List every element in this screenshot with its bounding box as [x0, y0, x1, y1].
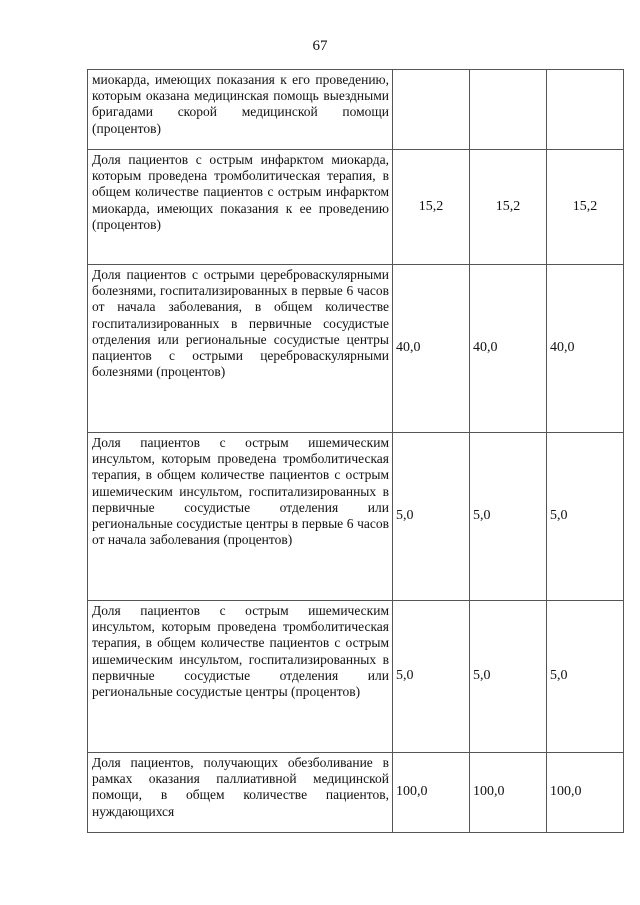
indicator-description: миокарда, имеющих показания к его проведению, которым оказана медицинская помощь выездными бригадами скорой медицинской помощи (процентов)	[88, 70, 393, 150]
table-row	[88, 601, 624, 753]
indicator-description: Доля пациентов, получающих обезболивание в рамках оказания паллиативной медицинской помощи, в общем количестве пациентов, нуждающихся	[88, 753, 393, 833]
table-row	[88, 433, 624, 601]
table-row	[88, 70, 624, 150]
indicator-value-year-3: 5,0	[547, 433, 624, 601]
indicator-value-year-2: 5,0	[470, 601, 547, 753]
indicators-table	[87, 69, 624, 833]
page-number: 67	[312, 38, 328, 54]
indicator-value-year-1: 40,0	[393, 265, 470, 433]
indicator-description: Доля пациентов с острым ишемическим инсультом, которым проведена тромболитическая терапия, в общем количестве пациентов с острым ишемическим инсультом, госпитализированных в первичные сосудистые отделения или региональные сосудистые центры (процентов)	[88, 601, 393, 753]
indicator-value-year-2: 15,2	[470, 150, 547, 265]
indicator-value-year-3: 100,0	[547, 753, 624, 833]
indicator-value-year-1: 5,0	[393, 601, 470, 753]
table-row	[88, 753, 624, 833]
indicator-value-year-2: 40,0	[470, 265, 547, 433]
indicator-value-year-1: 5,0	[393, 433, 470, 601]
indicator-description: Доля пациентов с острым инфарктом миокарда, которым проведена тромболитическая терапия, в общем количестве пациентов с острым инфарктом миокарда, имеющих показания к ее проведению (процентов)	[88, 150, 393, 265]
indicator-value-year-2	[470, 70, 547, 150]
indicator-value-year-1	[393, 70, 470, 150]
indicator-value-year-2: 5,0	[470, 433, 547, 601]
indicator-description: Доля пациентов с острым ишемическим инсультом, которым проведена тромболитическая терапия, в общем количестве пациентов с острым ишемическим инсультом, госпитализированных в первичные сосудистые отделения или региональные сосудистые центры в первые 6 часов от начала заболевания (процентов)	[88, 433, 393, 601]
table-row	[88, 265, 624, 433]
indicator-value-year-3: 5,0	[547, 601, 624, 753]
indicator-value-year-3: 40,0	[547, 265, 624, 433]
indicator-value-year-3	[547, 70, 624, 150]
indicator-value-year-3: 15,2	[547, 150, 624, 265]
indicator-value-year-1: 15,2	[393, 150, 470, 265]
indicator-value-year-2: 100,0	[470, 753, 547, 833]
indicator-description: Доля пациентов с острыми цереброваскулярными болезнями, госпитализированных в первые 6 часов от начала заболевания, в общем количестве госпитализированных в первичные сосудистые отделения или региональные сосудистые центры пациентов с острыми цереброваскулярными болезнями (процентов)	[88, 265, 393, 433]
indicator-value-year-1: 100,0	[393, 753, 470, 833]
table-row	[88, 150, 624, 265]
